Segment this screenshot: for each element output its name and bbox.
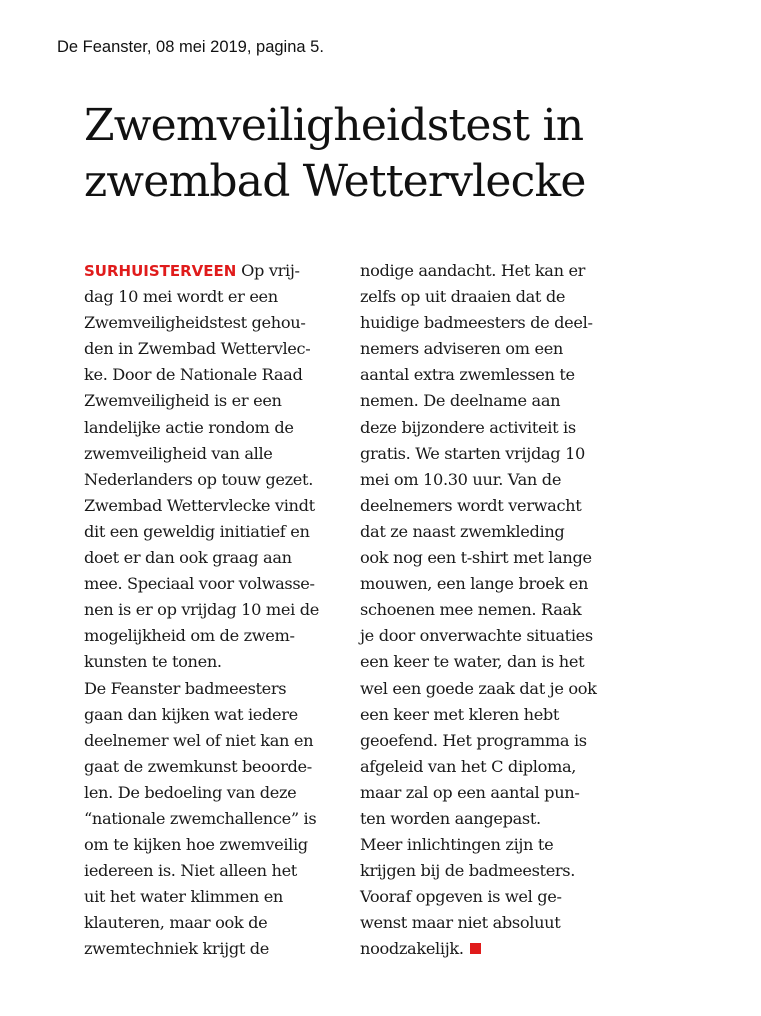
body-line: nemen. De deelname aan bbox=[360, 391, 561, 411]
body-line: huidige badmeesters de deel- bbox=[360, 313, 593, 333]
body-line: je door onverwachte situaties bbox=[360, 626, 593, 646]
source-citation: De Feanster, 08 mei 2019, pagina 5. bbox=[57, 38, 324, 56]
body-line: gaat de zwemkunst beoorde- bbox=[84, 756, 312, 776]
body-line: mee. Speciaal voor volwasse- bbox=[84, 574, 315, 594]
body-line: nodige aandacht. Het kan er bbox=[360, 261, 586, 280]
article-column-right bbox=[360, 258, 622, 963]
body-line: afgeleid van het C diploma, bbox=[360, 756, 577, 776]
body-line: deze bijzondere activiteit is bbox=[360, 417, 576, 437]
body-line: zwemveiligheid van alle bbox=[84, 443, 273, 463]
body-line: dat ze naast zwemkleding bbox=[360, 521, 565, 541]
body-line: De Feanster badmeesters bbox=[84, 678, 287, 698]
body-line: Vooraf opgeven is wel ge- bbox=[360, 887, 562, 907]
body-line: geoefend. Het programma is bbox=[360, 730, 587, 750]
body-line: kunsten te tonen. bbox=[84, 652, 222, 672]
body-line: om te kijken hoe zwemveilig bbox=[84, 835, 308, 855]
body-line: “nationale zwemchallence” is bbox=[84, 808, 317, 828]
body-line: landelijke actie rondom de bbox=[84, 417, 294, 437]
body-line: maar zal op een aantal pun- bbox=[360, 782, 580, 802]
body-line: nemers adviseren om een bbox=[360, 339, 564, 359]
body-line: Zwemveiligheidstest gehou- bbox=[84, 313, 306, 333]
body-line: Nederlanders op touw gezet. bbox=[84, 469, 313, 489]
body-line: wenst maar niet absoluut bbox=[360, 913, 561, 933]
body-line: ook nog een t-shirt met lange bbox=[360, 548, 592, 568]
body-line: zelfs op uit draaien dat de bbox=[360, 287, 566, 307]
body-line: schoenen mee nemen. Raak bbox=[360, 600, 582, 620]
article-column-left bbox=[84, 258, 346, 963]
end-of-article-marker-icon bbox=[470, 943, 481, 954]
headline-line-2: zwembad Wettervlecke bbox=[84, 156, 586, 207]
body-line: dit een geweldig initiatief en bbox=[84, 521, 310, 541]
body-line: ke. Door de Nationale Raad bbox=[84, 365, 303, 385]
body-line: Zwembad Wettervlecke vindt bbox=[84, 495, 315, 515]
headline-line-1: Zwemveiligheidstest in bbox=[84, 100, 584, 151]
body-line: len. De bedoeling van deze bbox=[84, 782, 297, 802]
body-line: mogelijkheid om de zwem- bbox=[84, 626, 295, 646]
body-line: gaan dan kijken wat iedere bbox=[84, 704, 298, 724]
body-line: mei om 10.30 uur. Van de bbox=[360, 469, 562, 489]
body-line: mouwen, een lange broek en bbox=[360, 574, 589, 594]
body-line: aantal extra zwemlessen te bbox=[360, 365, 575, 385]
body-line: gratis. We starten vrijdag 10 bbox=[360, 443, 585, 463]
dateline: SURHUISTERVEEN bbox=[84, 262, 237, 280]
body-line: klauteren, maar ook de bbox=[84, 913, 268, 933]
body-line: deelnemer wel of niet kan en bbox=[84, 730, 314, 750]
body-line: wel een goede zaak dat je ook bbox=[360, 678, 597, 698]
body-line: ten worden aangepast. bbox=[360, 808, 541, 828]
body-line: krijgen bij de badmeesters. bbox=[360, 861, 576, 881]
body-line: een keer met kleren hebt bbox=[360, 704, 560, 724]
body-line: Meer inlichtingen zijn te bbox=[360, 835, 554, 855]
body-line: doet er dan ook graag aan bbox=[84, 548, 292, 568]
body-line: nen is er op vrijdag 10 mei de bbox=[84, 600, 319, 620]
body-line: een keer te water, dan is het bbox=[360, 652, 585, 672]
body-line: iedereen is. Niet alleen het bbox=[84, 861, 297, 881]
body-line: deelnemers wordt verwacht bbox=[360, 495, 582, 515]
body-line: dag 10 mei wordt er een bbox=[84, 287, 278, 307]
body-line bbox=[84, 258, 346, 284]
body-line: uit het water klimmen en bbox=[84, 887, 284, 907]
body-line bbox=[360, 936, 622, 962]
body-line-text: noodzakelijk. bbox=[360, 939, 464, 959]
body-line: den in Zwembad Wettervlec- bbox=[84, 339, 311, 359]
body-line-text: Op vrij- bbox=[236, 261, 300, 280]
article-headline bbox=[84, 98, 704, 210]
body-line: zwemtechniek krijgt de bbox=[84, 939, 270, 959]
body-line: Zwemveiligheid is er een bbox=[84, 391, 282, 411]
